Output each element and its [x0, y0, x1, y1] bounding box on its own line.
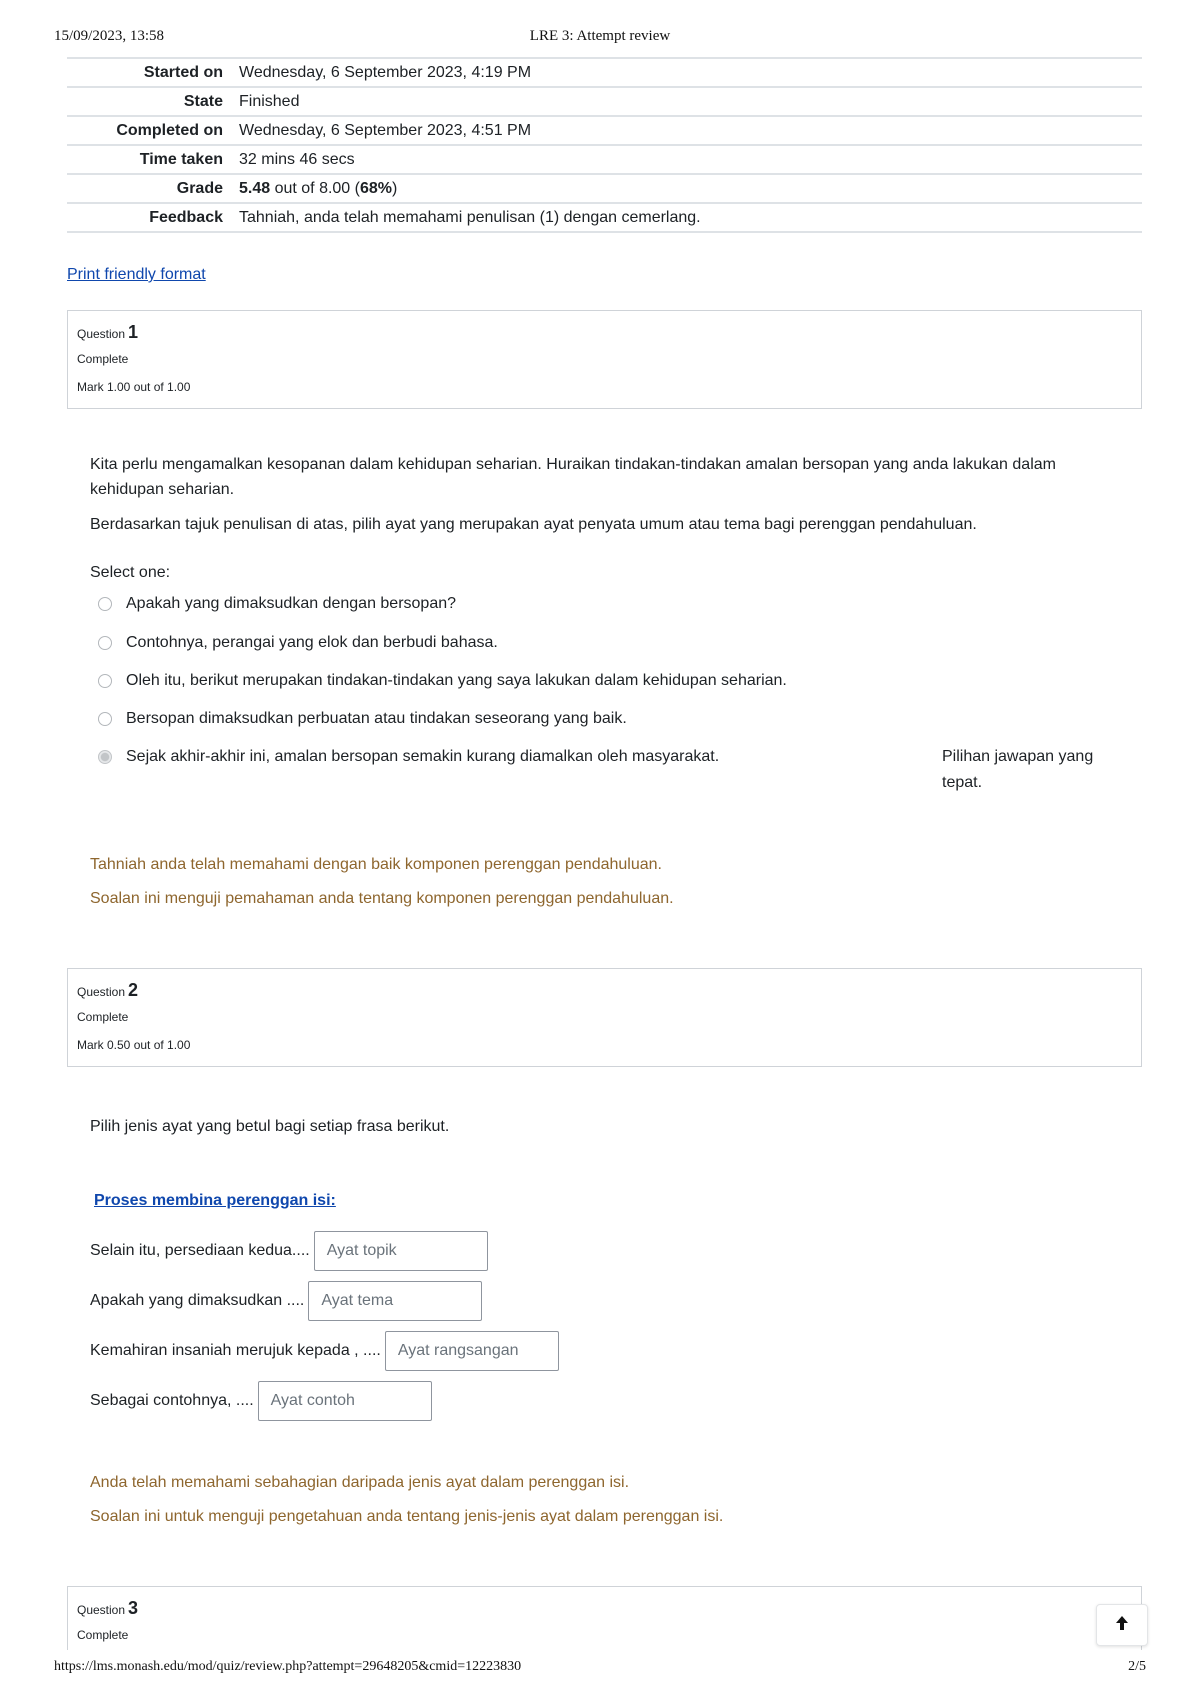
match-stem: Sebagai contohnya, .... [90, 1392, 254, 1409]
question-number: Question 2 [77, 980, 139, 1000]
summary-value: Tahniah, anda telah memahami penulisan (1) dengan cemerlang. [239, 203, 1142, 232]
summary-label: Time taken [67, 145, 239, 174]
arrow-up-icon [1114, 1615, 1130, 1636]
match-stem: Apakah yang dimaksudkan .... [90, 1292, 305, 1309]
summary-row-state [67, 87, 1142, 116]
summary-row-completed [67, 116, 1142, 145]
summary-label: Completed on [67, 116, 239, 145]
question-mark: Mark 1.00 out of 1.00 [77, 380, 191, 394]
match-select[interactable]: Ayat rangsangan [385, 1331, 559, 1371]
question-info-3 [67, 1586, 1142, 1650]
print-url: https://lms.monash.edu/mod/quiz/review.php?attempt=29648205&cmid=12223830 [54, 1659, 522, 1674]
scroll-to-top-button[interactable] [1096, 1604, 1148, 1646]
summary-label: Started on [67, 58, 239, 87]
summary-label: Feedback [67, 203, 239, 232]
question-state: Complete [77, 1628, 129, 1642]
summary-label: State [67, 87, 239, 116]
answer-option[interactable] [98, 707, 627, 731]
radio-button-selected[interactable] [98, 750, 112, 764]
print-friendly-link[interactable]: Print friendly format [67, 266, 206, 283]
question-state: Complete [77, 1010, 129, 1024]
answer-option[interactable] [98, 592, 456, 616]
answer-option-selected[interactable] [98, 745, 719, 769]
question-number: Question 3 [77, 1598, 139, 1618]
grade-percent: 68% [359, 179, 393, 197]
summary-value: Wednesday, 6 September 2023, 4:19 PM [239, 58, 1142, 87]
radio-button[interactable] [98, 597, 112, 611]
question-info-1 [67, 310, 1142, 409]
option-label: Sejak akhir-akhir ini, amalan bersopan semakin kurang diamalkan oleh masyarakat. [126, 748, 720, 765]
correct-answer-note: Pilihan jawapan yang tepat. [942, 748, 1094, 791]
question-text: Pilih jenis ayat yang betul bagi setiap frasa berikut. [90, 1118, 450, 1135]
general-feedback: Tahniah anda telah memahami dengan baik komponen perenggan pendahuluan. [90, 856, 662, 873]
match-row [90, 1231, 488, 1271]
question-mark: Mark 0.50 out of 1.00 [77, 1038, 191, 1052]
match-row [90, 1281, 482, 1321]
summary-value: Wednesday, 6 September 2023, 4:51 PM [239, 116, 1142, 145]
match-stem: Kemahiran insaniah merujuk kepada , .... [90, 1342, 381, 1359]
answer-option[interactable] [98, 631, 498, 655]
general-feedback: Soalan ini menguji pemahaman anda tentang komponen perenggan pendahuluan. [90, 890, 674, 907]
radio-button[interactable] [98, 712, 112, 726]
page-number: 2/5 [1128, 1659, 1146, 1674]
summary-row-grade [67, 174, 1142, 203]
question-text: Kita perlu mengamalkan kesopanan dalam kehidupan seharian. Huraikan tindakan-tindakan amalan bersopan yang anda lakukan dalam kehidupan seharian. [90, 456, 1056, 498]
match-stem: Selain itu, persediaan kedua.... [90, 1242, 310, 1259]
select-one-prompt: Select one: [90, 564, 171, 581]
grade-score: 5.48 [239, 179, 271, 197]
match-row [90, 1381, 432, 1421]
radio-button[interactable] [98, 674, 112, 688]
general-feedback: Anda telah memahami sebahagian daripada jenis ayat dalam perenggan isi. [90, 1474, 630, 1491]
radio-button[interactable] [98, 636, 112, 650]
print-footer [54, 1659, 1146, 1679]
print-title: LRE 3: Attempt review [529, 28, 671, 44]
answer-option[interactable] [98, 669, 787, 693]
summary-value: Finished [239, 87, 1142, 116]
summary-row-time-taken [67, 145, 1142, 174]
summary-row-feedback [67, 203, 1142, 232]
subheading-link[interactable]: Proses membina perenggan isi: [94, 1192, 336, 1209]
summary-value [239, 174, 1142, 203]
question-number: Question 1 [77, 322, 139, 342]
option-label: Apakah yang dimaksudkan dengan bersopan? [126, 595, 457, 612]
general-feedback: Soalan ini untuk menguji pengetahuan anda tentang jenis-jenis ayat dalam perenggan isi. [90, 1508, 724, 1525]
summary-label: Grade [67, 174, 239, 203]
grade-out-of: out of 8.00 ( [270, 179, 360, 197]
match-row [90, 1331, 559, 1371]
question-instruction: Berdasarkan tajuk penulisan di atas, pilih ayat yang merupakan ayat penyata umum atau tema bagi perenggan pendahuluan. [90, 516, 977, 533]
attempt-summary-table [67, 57, 1142, 233]
print-date: 15/09/2023, 13:58 [54, 28, 165, 44]
option-label: Bersopan dimaksudkan perbuatan atau tindakan seseorang yang baik. [126, 710, 627, 727]
grade-close: ) [392, 179, 398, 197]
summary-value: 32 mins 46 secs [239, 145, 1142, 174]
question-state: Complete [77, 352, 129, 366]
match-select[interactable]: Ayat tema [308, 1281, 482, 1321]
option-label: Oleh itu, berikut merupakan tindakan-tindakan yang saya lakukan dalam kehidupan seharian. [126, 672, 787, 689]
option-label: Contohnya, perangai yang elok dan berbudi bahasa. [126, 634, 498, 651]
question-info-2 [67, 968, 1142, 1067]
summary-row-started [67, 58, 1142, 87]
match-select[interactable]: Ayat contoh [258, 1381, 432, 1421]
print-header [54, 28, 1146, 48]
match-select[interactable]: Ayat topik [314, 1231, 488, 1271]
